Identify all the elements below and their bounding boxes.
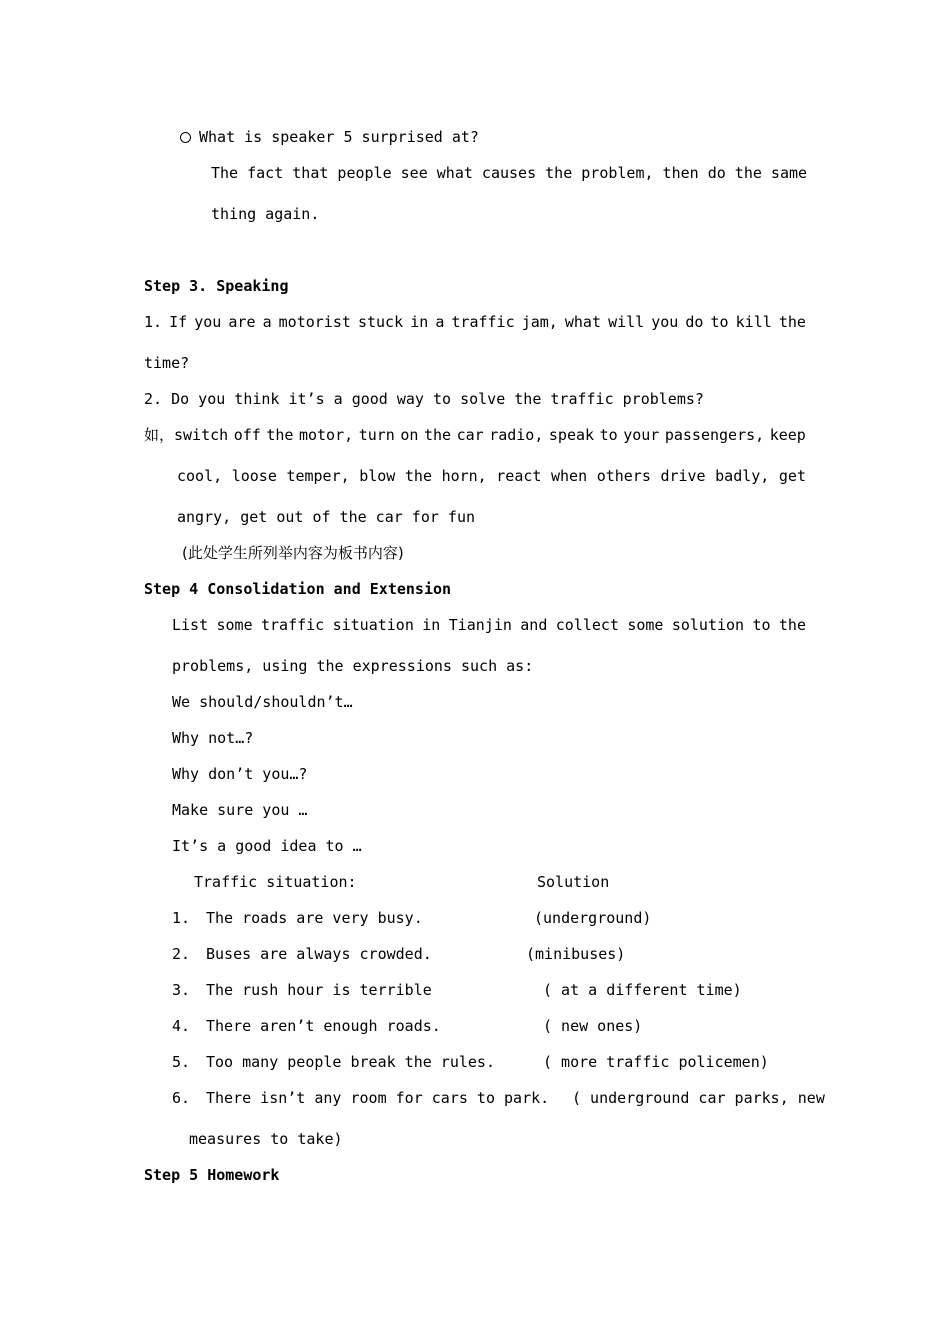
word: radio, bbox=[489, 426, 544, 444]
row-solution: ( at a different time) bbox=[543, 981, 742, 999]
word: when bbox=[551, 467, 588, 485]
word: cool, bbox=[177, 467, 223, 485]
word: others bbox=[596, 467, 651, 485]
word: the bbox=[778, 313, 806, 331]
step3-heading: Step 3. Speaking bbox=[144, 277, 289, 295]
expression-item: We should/shouldn’t… bbox=[172, 693, 353, 711]
word: you bbox=[651, 313, 679, 331]
word: what bbox=[564, 313, 601, 331]
word: and bbox=[520, 616, 548, 634]
word: the bbox=[778, 616, 806, 634]
word: in bbox=[410, 313, 429, 331]
word: blow bbox=[359, 467, 396, 485]
word: kill bbox=[735, 313, 772, 331]
word: are bbox=[228, 313, 256, 331]
row-solution: ( more traffic policemen) bbox=[543, 1053, 769, 1071]
column-header-solution: Solution bbox=[537, 873, 610, 891]
q5-answer-line1: The fact that people see what causes the problem, then do the same bbox=[211, 164, 808, 182]
expression-item: Make sure you … bbox=[172, 801, 308, 819]
word: traffic bbox=[451, 313, 515, 331]
word: passengers, bbox=[664, 426, 765, 444]
row-solution: (minibuses) bbox=[526, 945, 626, 963]
row-number: 5. bbox=[172, 1053, 191, 1071]
word: your bbox=[623, 426, 660, 444]
word: motor, bbox=[298, 426, 354, 444]
word: loose bbox=[231, 467, 277, 485]
word: temper, bbox=[286, 467, 350, 485]
word: some bbox=[627, 616, 664, 634]
circle-bullet-icon bbox=[180, 132, 191, 143]
word: 如，switch bbox=[144, 426, 229, 444]
row-situation: Buses are always crowded. bbox=[206, 945, 432, 963]
row-situation: Too many people break the rules. bbox=[206, 1053, 495, 1071]
q5-answer-line2: thing again. bbox=[211, 205, 320, 223]
word: to bbox=[710, 313, 729, 331]
word: 1. bbox=[144, 313, 163, 331]
word: do bbox=[685, 313, 704, 331]
word: a bbox=[435, 313, 445, 331]
row-situation: The roads are very busy. bbox=[206, 909, 423, 927]
word: If bbox=[169, 313, 188, 331]
word: to bbox=[599, 426, 618, 444]
row-solution: ( new ones) bbox=[543, 1017, 643, 1035]
word: collect bbox=[555, 616, 619, 634]
word: some bbox=[216, 616, 253, 634]
word: the bbox=[423, 426, 452, 444]
word: Tianjin bbox=[448, 616, 512, 634]
word: in bbox=[422, 616, 441, 634]
word: motorist bbox=[278, 313, 351, 331]
row-situation: There isn’t any room for cars to park. bbox=[206, 1089, 550, 1107]
expression-item: Why don’t you…? bbox=[172, 765, 308, 783]
word: situation bbox=[332, 616, 414, 634]
step3-example-line3: angry, get out of the car for fun bbox=[177, 508, 476, 526]
word: keep bbox=[769, 426, 806, 444]
step4-intro-line2: problems, using the expressions such as: bbox=[172, 657, 534, 675]
word: you bbox=[194, 313, 222, 331]
row-situation: There aren’t enough roads. bbox=[206, 1017, 441, 1035]
row-solution: ( underground car parks, new bbox=[572, 1089, 825, 1107]
word: drive bbox=[660, 467, 706, 485]
step3-example-line1 bbox=[144, 426, 806, 444]
word: the bbox=[404, 467, 432, 485]
step5-heading: Step 5 Homework bbox=[144, 1166, 280, 1184]
word: car bbox=[456, 426, 484, 444]
step4-heading: Step 4 Consolidation and Extension bbox=[144, 580, 452, 598]
step3-question2: 2. Do you think it’s a good way to solve the traffic problems? bbox=[144, 390, 704, 408]
word: get bbox=[778, 467, 806, 485]
word: the bbox=[266, 426, 294, 444]
row-number: 4. bbox=[172, 1017, 191, 1035]
word: solution bbox=[671, 616, 745, 634]
word: badly, bbox=[715, 467, 770, 485]
step3-question1-line1 bbox=[144, 313, 806, 331]
row-number: 2. bbox=[172, 945, 191, 963]
word: on bbox=[400, 426, 419, 444]
row-number: 6. bbox=[172, 1089, 191, 1107]
word: jam, bbox=[521, 313, 558, 331]
row-number: 3. bbox=[172, 981, 191, 999]
word: speak bbox=[548, 426, 595, 444]
word: will bbox=[608, 313, 645, 331]
row-number: 1. bbox=[172, 909, 191, 927]
q5-question: What is speaker 5 surprised at? bbox=[180, 128, 479, 146]
step3-question1-line2: time? bbox=[144, 354, 190, 372]
word: a bbox=[262, 313, 272, 331]
word: react bbox=[496, 467, 542, 485]
word: horn, bbox=[441, 467, 487, 485]
expression-item: It’s a good idea to … bbox=[172, 837, 362, 855]
word: turn bbox=[358, 426, 395, 444]
expression-item: Why not…? bbox=[172, 729, 254, 747]
step4-intro-line1 bbox=[172, 616, 806, 634]
word: off bbox=[233, 426, 261, 444]
step3-note: (此处学生所列举内容为板书内容) bbox=[182, 544, 404, 562]
word: to bbox=[752, 616, 771, 634]
word: stuck bbox=[357, 313, 404, 331]
word: traffic bbox=[261, 616, 325, 634]
row-solution-continued: measures to take) bbox=[189, 1130, 343, 1148]
step3-example-line2 bbox=[177, 467, 806, 485]
word: List bbox=[172, 616, 209, 634]
row-situation: The rush hour is terrible bbox=[206, 981, 432, 999]
column-header-situation: Traffic situation: bbox=[194, 873, 357, 891]
row-solution: (underground) bbox=[534, 909, 652, 927]
